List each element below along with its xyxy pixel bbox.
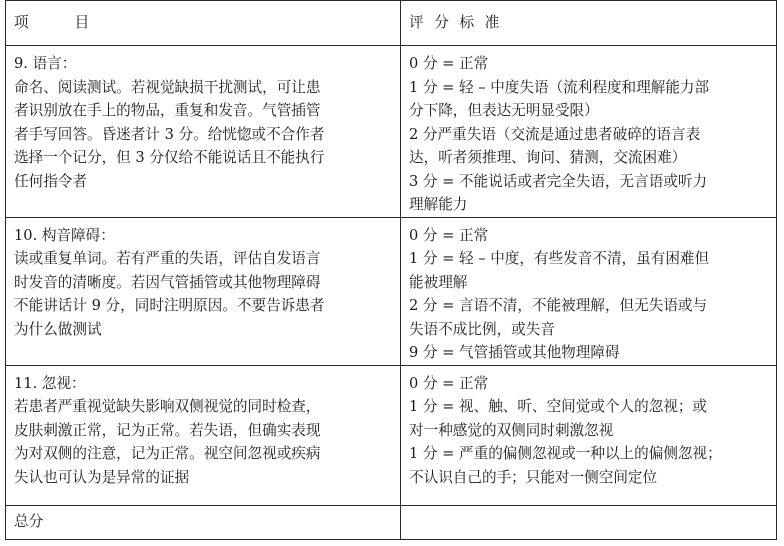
- item-text-line: 不能讲话计 9 分，同时注明原因。不要告诉患者: [14, 297, 325, 314]
- score-cell-dysarthria: [401, 217, 777, 365]
- item-text-line: 者手写回答。昏迷者计 3 分。给恍惚或不合作者: [14, 125, 325, 143]
- item-text-line: 若患者严重视觉缺失影响双侧视觉的同时检查，: [14, 398, 321, 415]
- score-text-line: 0 分 = 正常: [409, 55, 489, 72]
- score-text-line: 3 分 = 不能说话或者完全失语，无言语或听力: [409, 172, 708, 190]
- score-text-line: 1 分 = 轻 – 中度，有些发音不清，虽有困难但: [409, 250, 710, 267]
- header-item-cell: [6, 1, 401, 46]
- item-text-line: 失认也可认为是异常的证据: [14, 468, 190, 486]
- total-label: 总分: [14, 513, 44, 531]
- item-text-line: 为对双侧的注意，记为正常。视空间忽视或疾病: [14, 445, 321, 462]
- score-text-line: 1 分 = 严重的偏侧忽视或一种以上的偏侧忽视；: [409, 445, 722, 462]
- table-header-row: [6, 1, 777, 46]
- nihss-scale-table: [5, 0, 777, 540]
- item-text-line: 读或重复单词。若有严重的失语，评估自发语言: [14, 250, 321, 267]
- table-row-dysarthria: [6, 217, 777, 365]
- header-item-label: 项 目: [14, 14, 92, 32]
- item-text-line: 为什么做测试: [14, 320, 102, 338]
- score-text-line: 对一种感觉的双侧同时刺激忽视: [409, 421, 614, 439]
- score-text-line: 1 分 = 视、触、听、空间觉或个人的忽视；或: [409, 398, 708, 415]
- item-text-line: 任何指令者: [14, 172, 87, 190]
- table-row-total: [6, 505, 777, 539]
- item-text-line: 者识别放在手上的物品，重复和发音。气管插管: [14, 102, 321, 119]
- item-text-line: 选择一个记分，但 3 分仅给不能说话且不能执行: [14, 149, 325, 166]
- item-title: 10. 构音障碍：: [14, 226, 115, 244]
- item-text-line: 皮肤刺激正常，记为正常。若失语，但确实表现: [14, 421, 321, 439]
- score-text-line: 能被理解: [409, 273, 468, 291]
- score-cell-neglect: [401, 365, 777, 505]
- score-text-line: 0 分 = 正常: [409, 226, 489, 244]
- score-text-line: 不认识自己的手；只能对一侧空间定位: [409, 468, 658, 486]
- score-cell-language: [401, 46, 777, 218]
- score-text-line: 9 分 = 气管插管或其他物理障碍: [409, 344, 620, 361]
- total-value-cell: [401, 505, 777, 539]
- score-text-line: 2 分严重失语（交流是通过患者破碎的语言表: [409, 125, 701, 143]
- score-text-line: 达，听者须推理、询问、猜测，交流困难）: [409, 149, 687, 166]
- item-title: 11. 忽视：: [14, 374, 86, 392]
- item-text-line: 时发音的清晰度。若因气管插管或其他物理障碍: [14, 273, 321, 291]
- item-cell-dysarthria: [6, 217, 401, 365]
- table-row-language: [6, 46, 777, 218]
- score-text-line: 分下降，但表达无明显受限）: [409, 102, 599, 119]
- item-cell-language: [6, 46, 401, 218]
- score-text-line: 2 分 = 言语不清，不能被理解，但无失语或与: [409, 297, 708, 314]
- score-text-line: 失语不成比例，或失音: [409, 320, 555, 338]
- score-text-line: 理解能力: [409, 196, 468, 213]
- item-text-line: 命名、阅读测试。若视觉缺损干扰测试，可让患: [14, 78, 321, 96]
- header-score-cell: [401, 1, 777, 46]
- table-row-neglect: [6, 365, 777, 505]
- header-score-label: 评 分 标 准: [409, 14, 503, 32]
- total-label-cell: [6, 505, 401, 539]
- item-title: 9. 语言：: [14, 55, 77, 72]
- score-text-line: 1 分 = 轻 – 中度失语（流利程度和理解能力部: [409, 78, 710, 96]
- item-cell-neglect: [6, 365, 401, 505]
- score-text-line: 0 分 = 正常: [409, 374, 489, 392]
